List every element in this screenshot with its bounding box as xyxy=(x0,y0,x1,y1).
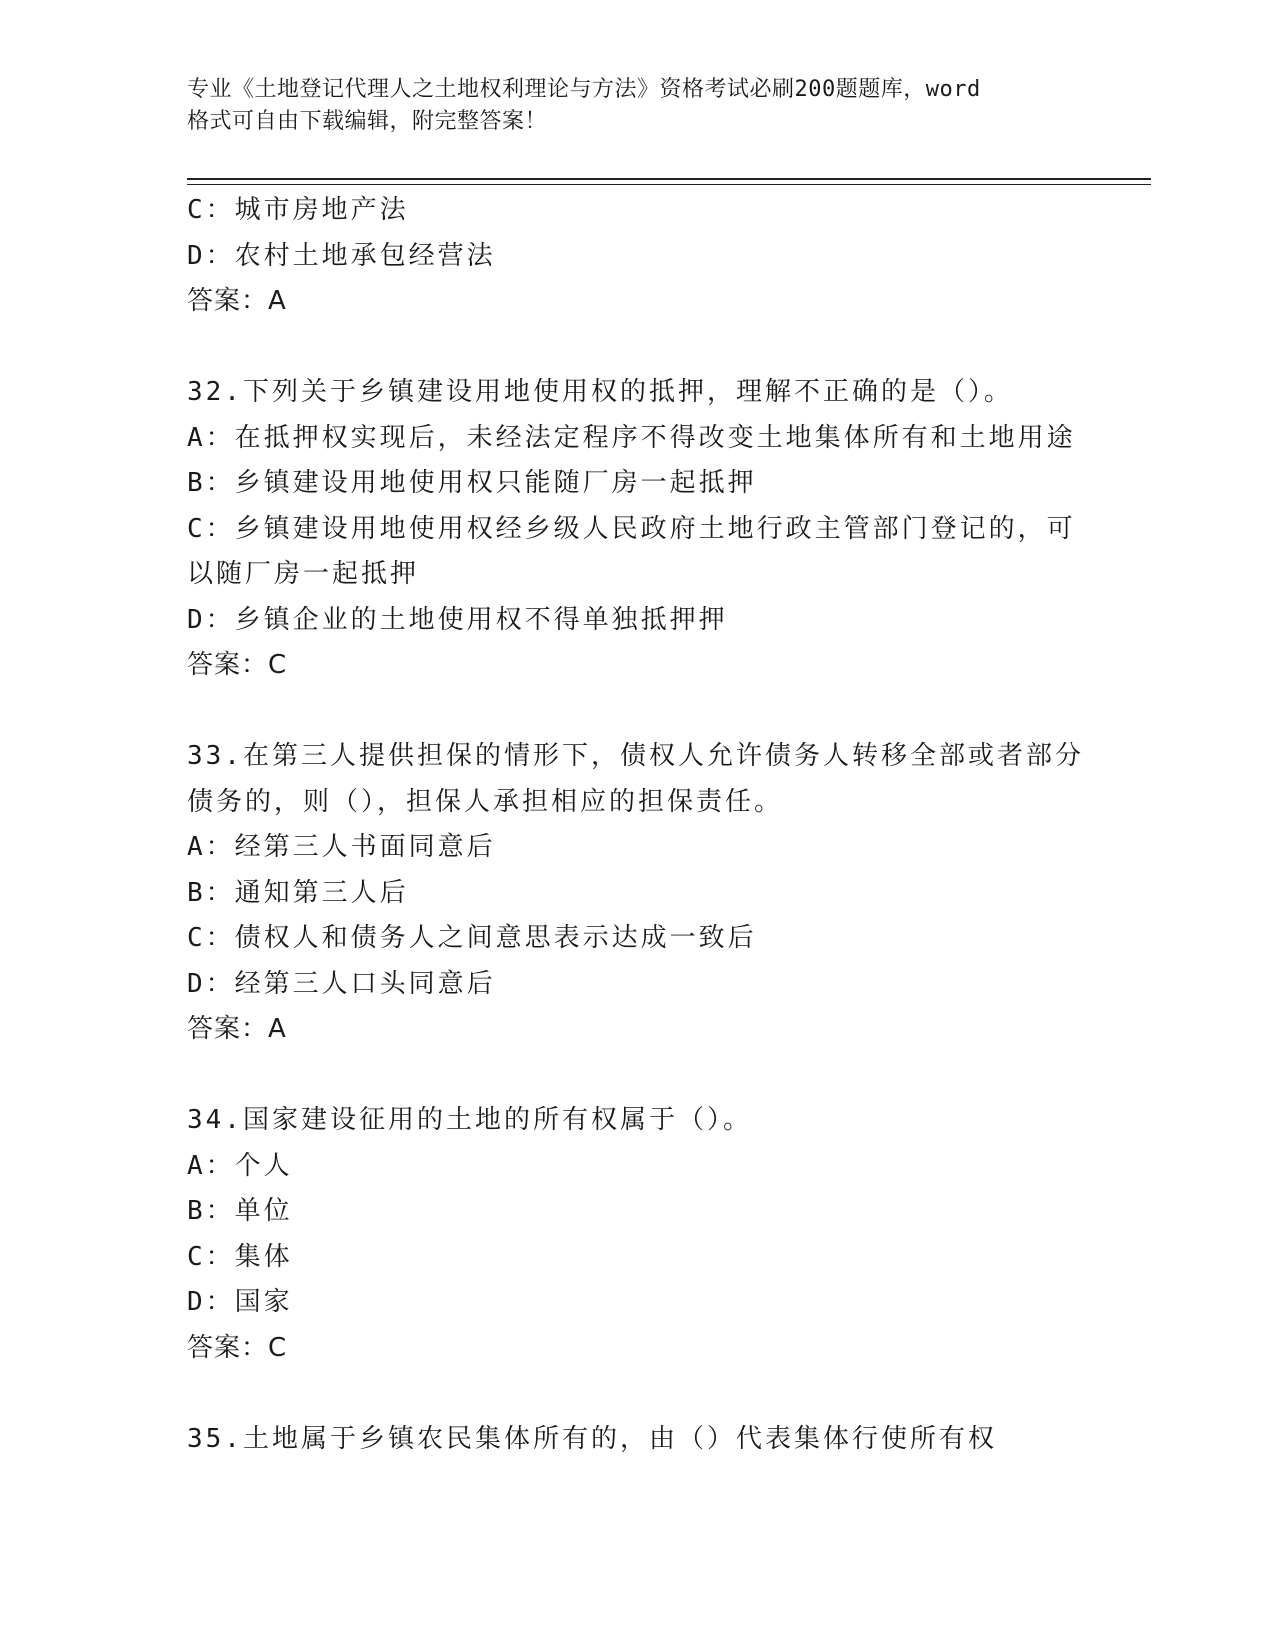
prev-question xyxy=(187,188,1087,325)
answer-line: 答案：A xyxy=(187,286,287,316)
question-33 xyxy=(187,734,1087,1053)
option-a: A：个人 xyxy=(187,1150,293,1181)
question-stem: 32.下列关于乡镇建设用地使用权的抵押，理解不正确的是（）。 xyxy=(187,377,1013,407)
option-b: B：单位 xyxy=(187,1196,293,1226)
option-a: A：在抵押权实现后，未经法定程序不得改变土地集体所有和土地用途 xyxy=(187,422,1076,453)
option-d: D：国家 xyxy=(187,1287,293,1317)
question-32 xyxy=(187,370,1087,689)
question-list xyxy=(187,188,1087,1462)
option-c: C：集体 xyxy=(187,1241,293,1272)
question-stem: 34.国家建设征用的土地的所有权属于（）。 xyxy=(187,1105,752,1135)
question-stem-continued: 债务的，则（），担保人承担相应的担保责任。 xyxy=(187,786,784,817)
option-b: B：乡镇建设用地使用权只能随厂房一起抵押 xyxy=(187,468,757,498)
option-c: C：城市房地产法 xyxy=(187,195,409,225)
question-stem: 35.土地属于乡镇农民集体所有的，由（）代表集体行使所有权 xyxy=(187,1423,997,1454)
document-header xyxy=(187,74,1067,138)
answer-line: 答案：C xyxy=(187,650,288,680)
header-line-2: 格式可自由下载编辑，附完整答案！ xyxy=(187,109,548,134)
option-b: B：通知第三人后 xyxy=(187,877,409,908)
option-c: C：债权人和债务人之间意思表示达成一致后 xyxy=(187,923,757,953)
answer-line: 答案：C xyxy=(187,1332,288,1363)
header-rule-thick xyxy=(187,178,1151,180)
answer-line: 答案：A xyxy=(187,1014,287,1044)
option-d: D：农村土地承包经营法 xyxy=(187,240,496,271)
option-d: D：乡镇企业的土地使用权不得单独抵押押 xyxy=(187,604,728,635)
option-c: C：乡镇建设用地使用权经乡级人民政府土地行政主管部门登记的，可 xyxy=(187,513,1076,544)
header-rule-thin xyxy=(187,184,1151,185)
option-d: D：经第三人口头同意后 xyxy=(187,968,496,999)
option-c-continued: 以随厂房一起抵押 xyxy=(187,559,420,589)
question-stem: 33.在第三人提供担保的情形下，债权人允许债务人转移全部或者部分 xyxy=(187,741,1084,771)
header-line-1: 专业《土地登记代理人之土地权利理论与方法》资格考试必刷200题题库，word xyxy=(187,77,981,102)
option-a: A：经第三人书面同意后 xyxy=(187,832,496,862)
question-34 xyxy=(187,1098,1087,1371)
question-35 xyxy=(187,1417,1087,1463)
